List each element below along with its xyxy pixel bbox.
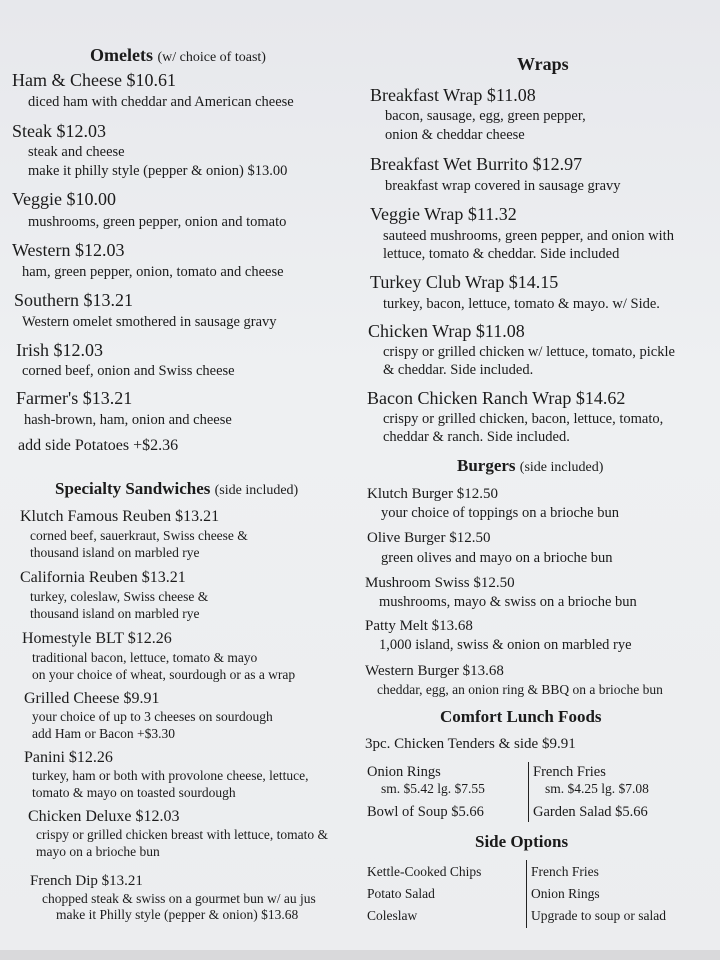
sides-header: Side Options (475, 832, 569, 851)
comfort-onion-rings: Onion Rings (367, 764, 441, 780)
sandwich-chicken-deluxe-desc: crispy or grilled chicken breast with lettuce, tomato & (36, 827, 329, 842)
wrap-bacon-ranch-desc: crispy or grilled chicken, bacon, lettuce, tomato, (383, 411, 664, 427)
burger-western-desc: cheddar, egg, an onion ring & BBQ on a brioche bun (377, 682, 663, 697)
sandwiches-note: (side included) (214, 483, 299, 498)
omelet-veggie-desc: mushrooms, green pepper, onion and tomato (28, 214, 287, 230)
sandwiches-header (55, 479, 298, 499)
sandwich-blt-desc: traditional bacon, lettuce, tomato & mayo (32, 650, 258, 665)
burger-olive-name: Olive Burger $12.50 (367, 530, 491, 546)
comfort-header: Comfort Lunch Foods (440, 707, 602, 726)
wrap-veggie-desc: sauteed mushrooms, green pepper, and onion with (383, 228, 674, 244)
omelet-southern-desc: Western omelet smothered in sausage gravy (22, 314, 277, 330)
burgers-note: (side included) (519, 460, 604, 475)
omelet-western-desc: ham, green pepper, onion, tomato and cheese (22, 264, 284, 280)
burger-olive-desc: green olives and mayo on a brioche bun (381, 550, 613, 566)
omelets-title: Omelets (90, 45, 153, 65)
comfort-french-fries: French Fries (533, 764, 606, 780)
sandwich-reuben-desc-2: thousand island on marbled rye (30, 545, 200, 560)
comfort-tenders: 3pc. Chicken Tenders & side $9.91 (365, 736, 576, 752)
sandwich-california-desc-2: thousand island on marbled rye (30, 606, 200, 621)
side-french-fries: French Fries (531, 864, 599, 879)
wrap-breakfast-desc: bacon, sausage, egg, green pepper, (385, 108, 586, 124)
omelet-irish-name: Irish $12.03 (16, 340, 103, 360)
sandwich-french-dip-desc-2: make it Philly style (pepper & onion) $13.68 (56, 907, 299, 922)
omelet-farmers-name: Farmer's $13.21 (16, 388, 133, 408)
sandwich-california-desc: turkey, coleslaw, Swiss cheese & (30, 589, 209, 604)
burger-patty-melt-desc: 1,000 island, swiss & onion on marbled rye (379, 637, 632, 653)
sandwich-reuben-desc: corned beef, sauerkraut, Swiss cheese & (30, 528, 248, 543)
sandwich-reuben-name: Klutch Famous Reuben $13.21 (20, 508, 220, 525)
sandwich-french-dip-desc: chopped steak & swiss on a gourmet bun w/ au jus (42, 891, 316, 906)
burger-mushroom-swiss-desc: mushrooms, mayo & swiss on a brioche bun (379, 594, 637, 610)
burgers-header (457, 456, 603, 476)
wrap-veggie-desc-2: lettuce, tomato & cheddar. Side included (383, 246, 620, 262)
comfort-divider (528, 762, 529, 822)
omelet-southern-name: Southern $13.21 (14, 290, 133, 310)
omelets-side-note: add side Potatoes +$2.36 (18, 437, 179, 454)
burger-klutch-name: Klutch Burger $12.50 (367, 486, 498, 502)
omelet-ham-cheese-name: Ham & Cheese $10.61 (12, 70, 176, 90)
burger-klutch-desc: your choice of toppings on a brioche bun (381, 505, 619, 521)
burgers-title: Burgers (457, 456, 516, 475)
side-chips: Kettle-Cooked Chips (367, 864, 482, 879)
wrap-chicken-desc-2: & cheddar. Side included. (383, 362, 534, 378)
omelet-western-name: Western $12.03 (12, 240, 125, 260)
comfort-french-fries-prices: sm. $4.25 lg. $7.08 (545, 781, 649, 796)
side-coleslaw: Coleslaw (367, 908, 418, 923)
omelet-irish-desc: corned beef, onion and Swiss cheese (22, 363, 235, 379)
burger-western-name: Western Burger $13.68 (365, 663, 504, 679)
sandwich-grilled-cheese-desc: your choice of up to 3 cheeses on sourdough (32, 709, 273, 724)
sandwich-chicken-deluxe-desc-2: mayo on a brioche bun (36, 844, 160, 859)
side-upgrade: Upgrade to soup or salad (531, 908, 666, 923)
omelet-veggie-name: Veggie $10.00 (12, 189, 116, 209)
comfort-onion-rings-prices: sm. $5.42 lg. $7.55 (381, 781, 485, 796)
burger-mushroom-swiss-name: Mushroom Swiss $12.50 (365, 575, 515, 591)
omelet-ham-cheese-desc: diced ham with cheddar and American cheese (28, 94, 294, 110)
sandwich-panini-name: Panini $12.26 (24, 749, 113, 766)
burger-patty-melt-name: Patty Melt $13.68 (365, 618, 473, 634)
wrap-turkey-club-name: Turkey Club Wrap $14.15 (370, 272, 559, 292)
wrap-chicken-desc: crispy or grilled chicken w/ lettuce, tomato, pickle (383, 344, 675, 360)
omelets-note: (w/ choice of toast) (157, 50, 266, 65)
side-potato-salad: Potato Salad (367, 886, 435, 901)
sides-divider (526, 860, 527, 928)
sandwich-panini-desc: turkey, ham or both with provolone cheese, lettuce, (32, 768, 309, 783)
wrap-breakfast-desc-2: onion & cheddar cheese (385, 127, 525, 143)
sandwiches-title: Specialty Sandwiches (55, 479, 211, 498)
wrap-veggie-name: Veggie Wrap $11.32 (370, 204, 517, 224)
sandwich-french-dip-name: French Dip $13.21 (30, 873, 143, 889)
sandwich-california-name: California Reuben $13.21 (20, 569, 186, 586)
comfort-soup: Bowl of Soup $5.66 (367, 804, 484, 820)
omelet-farmers-desc: hash-brown, ham, onion and cheese (24, 412, 232, 428)
sandwich-blt-desc-2: on your choice of wheat, sourdough or as a wrap (32, 667, 296, 682)
omelet-steak-desc-2: make it philly style (pepper & onion) $13.00 (28, 163, 288, 179)
wrap-wet-burrito-desc: breakfast wrap covered in sausage gravy (385, 178, 621, 194)
omelet-steak-name: Steak $12.03 (12, 121, 106, 141)
wrap-chicken-name: Chicken Wrap $11.08 (368, 321, 525, 341)
wrap-bacon-ranch-name: Bacon Chicken Ranch Wrap $14.62 (367, 388, 626, 408)
wrap-turkey-club-desc: turkey, bacon, lettuce, tomato & mayo. w/ Side. (383, 296, 660, 312)
sandwich-blt-name: Homestyle BLT $12.26 (22, 630, 172, 647)
comfort-salad: Garden Salad $5.66 (533, 804, 648, 820)
side-onion-rings: Onion Rings (531, 886, 600, 901)
wrap-breakfast-name: Breakfast Wrap $11.08 (370, 85, 536, 105)
omelets-header (90, 45, 266, 66)
wraps-header: Wraps (517, 54, 569, 74)
wrap-bacon-ranch-desc-2: cheddar & ranch. Side included. (383, 429, 570, 445)
sandwich-chicken-deluxe-name: Chicken Deluxe $12.03 (28, 808, 180, 825)
sandwich-grilled-cheese-name: Grilled Cheese $9.91 (24, 690, 160, 707)
wrap-wet-burrito-name: Breakfast Wet Burrito $12.97 (370, 154, 583, 174)
omelet-steak-desc: steak and cheese (28, 144, 125, 160)
sandwich-panini-desc-2: tomato & mayo on toasted sourdough (32, 785, 236, 800)
sandwich-grilled-cheese-desc-2: add Ham or Bacon +$3.30 (32, 726, 175, 741)
